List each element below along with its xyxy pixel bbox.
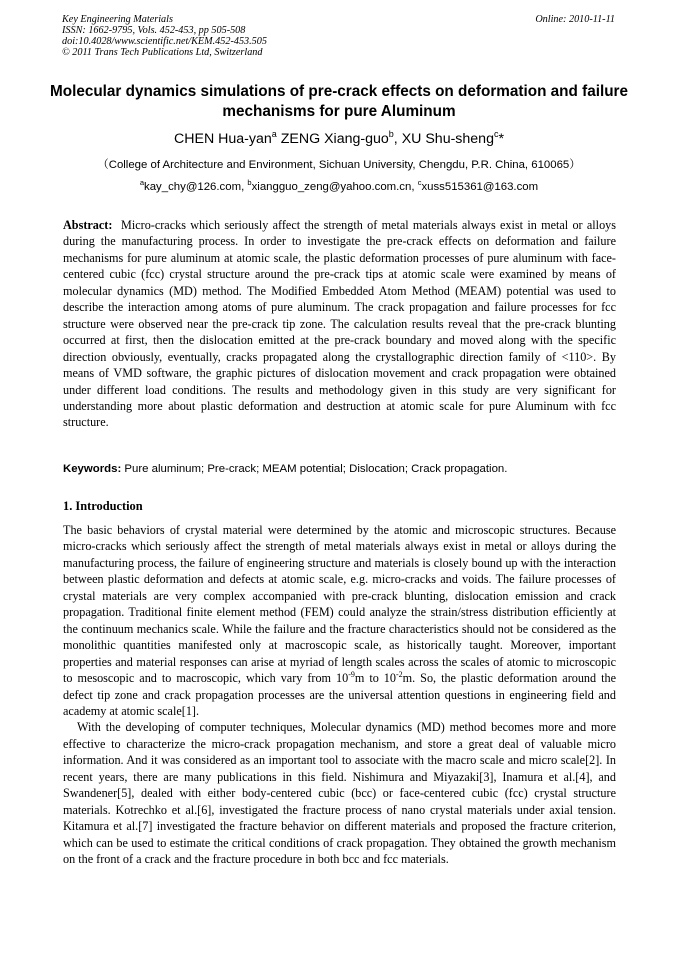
email-list <box>40 180 638 194</box>
keywords-text: Pure aluminum; Pre-crack; MEAM potential; Dislocation; Crack propagation. <box>124 463 508 475</box>
copyright-line: © 2011 Trans Tech Publications Ltd, Switzerland <box>62 47 263 58</box>
exponent: -9 <box>348 670 355 680</box>
author-name: ZENG Xiang-guo <box>280 131 389 147</box>
keywords <box>63 462 616 476</box>
corresponding-mark: * <box>498 131 504 147</box>
email-mark: a <box>139 178 145 187</box>
section-heading: 1. Introduction <box>63 499 143 513</box>
author-name: XU Shu-sheng <box>401 131 494 147</box>
author-mark: a <box>271 129 277 139</box>
abstract-text: Micro-cracks which seriously affect the strength of metal materials always exist in metal or alloys during the manufacturing process. In order to investigate the pre-crack effects on deformation and failure mechanisms for pure aluminum at atomic scale, the plastic deformation processes of pure aluminum with face-centered cubic (fcc) crystal structure around the pre-crack tips at atomic scale were examined by means of molecular dynamics (MD) method. The Modified Embedded Atom Method (MEAM) potential was used to describe the interaction among atoms of pure aluminum. The crack propagation and failure processes for fcc structure were observed near the pre-crack tip zone. The calculation results reveal that the pre-crack blunting occurred at first, then the dislocation emitted at the pre-crack boundary and moved along with the specific direction obviously, eventually, cracks propagated along the crystallographic direction family of <110>. By means of VMD software, the graphic pictures of dislocation movement and crack propagation were obtained under different load conditions. The results and methodology given in this study are very significant for understanding more about plastic deformation and destruction at atomic scale for pure Aluminum with fcc structure. <box>63 218 616 430</box>
email-sep: , <box>411 181 418 193</box>
journal-name: Key Engineering Materials <box>62 14 173 25</box>
journal-meta <box>62 14 615 58</box>
exponent: -2 <box>396 670 403 680</box>
paragraph <box>63 522 616 719</box>
author-list <box>40 130 638 148</box>
email-address[interactable]: xiangguo_zeng@yahoo.com.cn <box>251 181 412 193</box>
paragraph-text: m. So, the plastic deformation around the defect tip zone and crack propagation processes are the universal attention questions in engineering field and academy at atomic scale[1]. <box>63 671 616 718</box>
keywords-label: Keywords: <box>63 463 122 475</box>
author-mark: b <box>388 129 394 139</box>
paragraph-text: The basic behaviors of crystal material were determined by the atomic and microscopic structures. Because micro-cracks which seriously affect the strength of metal materials always exist in metal or alloys during the manufacturing process, the failure of engineering structure and materials is closely bound up with the interaction between plastic deformation and defects at atomic scale, e.g. micro-cracks and voids. The failure processes of crystal materials are very complex accompanied with pre-crack blunting, dislocation emission and crack propagation. Traditional finite element method (FEM) could analyze the strain/stress distribution efficiently at the continuum mechanics scale. While the failure and the fracture characteristics should not be considered as the monolithic quantities manifested only at macroscopic scale, as historically taught. Moreover, important properties and material responses can arise at myriad of length scales across the scales of atomic to microscopic to mesoscopic and to macroscopic, which vary from 10 <box>63 523 616 686</box>
email-sep: , <box>241 181 248 193</box>
introduction-body <box>63 522 616 868</box>
paragraph: With the developing of computer techniques, Molecular dynamics (MD) method becomes more and more effective to characterize the micro-crack propagation mechanism, and store a great deal of valuable micro information. And it was considered as an important tool to associate with the macro scale and micro scale[2]. In recent years, there are many publications in this field. Nishimura and Miyazaki[3], Inamura et al.[4], and Swandener[5], dealed with either body-centered cubic (bcc) or face-centered cubic (fcc) crystal structure materials. Kotrechko et al.[6], investigated the fracture process of nano crystal materials under axial tension. Kitamura et al.[7] investigated the fracture behavior on different materials and proposed the fracture criterion, which can be used to estimate the critical conditions of crack propagation. They obtained the growth mechanism on the front of a crack and the fracture procedure in both bcc and fcc materials. <box>63 720 616 867</box>
abstract <box>63 217 616 431</box>
online-date: Online: 2010-11-11 <box>535 14 615 25</box>
issn-line: ISSN: 1662-9795, Vols. 452-453, pp 505-508 <box>62 25 246 36</box>
paper-title: Molecular dynamics simulations of pre-crack effects on deformation and failure mechanisms for pure Aluminum <box>49 83 629 120</box>
affiliation: （College of Architecture and Environment, Sichuan University, Chengdu, P.R. China, 610065） <box>97 159 581 171</box>
email-mark: c <box>417 178 422 187</box>
doi-line: doi:10.4028/www.scientific.net/KEM.452-453.505 <box>62 36 267 47</box>
paragraph-text: m to 10 <box>354 671 396 686</box>
email-mark: b <box>247 178 252 187</box>
email-address[interactable]: kay_chy@126.com <box>144 181 242 193</box>
author-sep: , <box>393 131 402 147</box>
author-name: CHEN Hua-yan <box>173 131 272 147</box>
email-address[interactable]: xuss515361@163.com <box>421 181 539 193</box>
author-mark: c <box>493 129 499 139</box>
abstract-label: Abstract: <box>63 218 113 232</box>
